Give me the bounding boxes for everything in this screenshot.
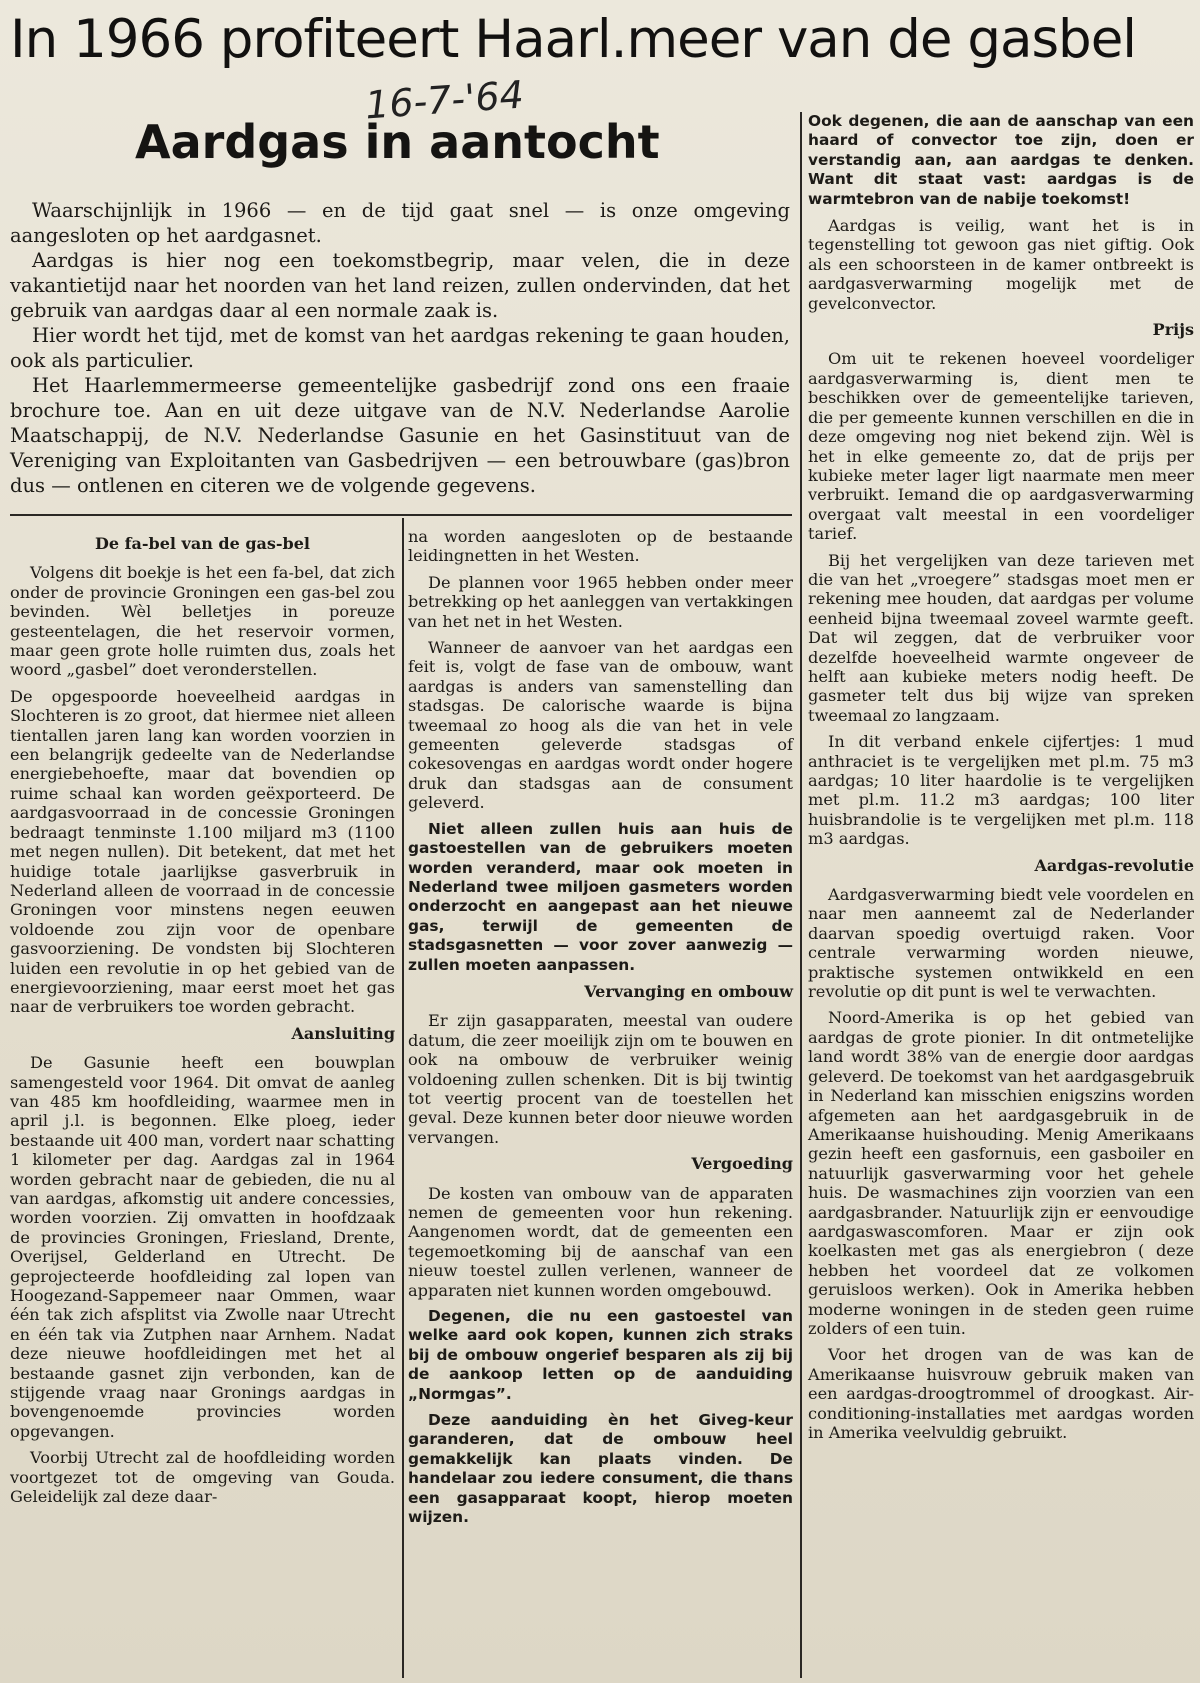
section-heading: Aardgas-revolutie — [1034, 855, 1194, 875]
column-2 — [408, 527, 793, 1535]
paragraph: Noord-Amerika is op het gebied van aardgas de grote pionier. In dit ontmetelijke land wordt 38% van de energie door aardgas geleverd. De toekomst van het aardgasgebruik in Nederland kan misschien enigszins worden afgemeten aan het aardgasgebruik in de Amerikaanse huishouding. Menig Amerikaans gezin heeft een gasfornuis, een gasboiler en natuurlijk gasverwarming voor het gehele huis. De wasmachines zijn voorzien van een aardgasbrander. Natuurlijk zijn er eenvoudige aardgaswascomforen. Maar er zijn ook koelkasten met gas als energiebron ( deze hebben het voordeel dat ze volkomen geruisloos werken). Ook in Amerika hebben moderne woningen in de steden geen ruime zolders of een tuin. — [808, 1008, 1194, 1338]
intro — [10, 198, 790, 498]
paragraph: Volgens dit boekje is het een fa-bel, dat zich onder de provincie Groningen een gas-bel zou bevinden. Wèl belletjes in poreuze gesteentelagen, die het reservoir vormen, maar geen grote holle ruimten dus, zoals het woord „gasbel” doet veronderstellen. — [10, 563, 395, 680]
paragraph-bold: Deze aanduiding èn het Giveg-keur garanderen, dat de ombouw heel gemakkelijk kan plaats vinden. De handelaar zou iedere consument, die thans een gasapparaat koopt, hierop moeten wijzen. — [408, 1411, 793, 1527]
subhead: Aardgas in aantocht — [135, 115, 660, 169]
paragraph: In dit verband enkele cijfertjes: 1 mud anthraciet is te vergelijken met pl.m. 75 m3 aardgas; 10 liter haardolie is te vergelijken met pl.m. 11.2 m3 aardgas; 100 liter huisbrandolie is te vergelijken met pl.m. 118 m3 aardgas. — [808, 732, 1194, 849]
paragraph: Voorbij Utrecht zal de hoofdleiding worden voortgezet tot de omgeving van Gouda. Geleidelijk zal deze daar- — [10, 1448, 395, 1507]
intro-paragraph: Waarschijnlijk in 1966 — en de tijd gaat snel — is onze omgeving aangesloten op het aardgasnet. — [10, 199, 790, 247]
column-divider — [402, 518, 404, 1678]
column-1 — [10, 530, 395, 1514]
paragraph-bold: Degenen, die nu een gastoestel van welke aard ook kopen, kunnen zich straks bij de ombouw ongerief besparen als zij bij de aankoop letten op de aanduiding „Normgas”. — [408, 1307, 793, 1403]
paragraph: De opgespoorde hoeveelheid aardgas in Slochteren is zo groot, dat hiermee niet alleen tientallen jaren lang kan worden voorzien in een belangrijk gedeelte van de Nederlandse energiebehoefte, maar dat bovendien op ruime schaal kan worden geëxporteerd. De aardgasvoorraad in de concessie Groningen bedraagt tenminste 1.100 miljard m3 (1100 met negen nullen). Dit betekent, dat met het huidige totale jaarlijkse gasverbruik in Nederland alleen de voorraad in de concessie Groningen voor minstens negen eeuwen voldoende zou zijn voor de openbare gasvoorziening. De vondsten bij Slochteren luiden een revolutie in op het gebied van de energievoorziening, maar eerst moet het gas naar de verbruikers toe worden gebracht. — [10, 686, 395, 1017]
paragraph: Aardgasverwarming biedt vele voordelen en naar men aanneemt zal de Nederlander daarvan spoedig overtuigd raken. Voor centrale verwarming worden nieuwe, praktische systemen ontwikkeld en een revolutie op dit punt is wel te verwachten. — [808, 885, 1194, 1002]
section-heading: De fa-bel van de gas-bel — [95, 534, 310, 553]
column-divider — [800, 112, 802, 1678]
handwritten-date: 16-7-'64 — [363, 72, 526, 128]
paragraph: De plannen voor 1965 hebben onder meer betrekking op het aanleggen van vertakkingen van het net in het Westen. — [408, 572, 793, 631]
intro-paragraph: Hier wordt het tijd, met de komst van het aardgas rekening te gaan houden, ook als particulier. — [10, 324, 790, 372]
intro-paragraph: Het Haarlemmermeerse gemeentelijke gasbedrijf zond ons een fraaie brochure toe. Aan en uit deze uitgave van de N.V. Nederlandse Aarolie Maatschappij, de N.V. Nederlandse Gasunie en het Gasinstituut van de Vereniging van Exploitanten van Gasbedrijven — een betrouwbare (gas)bron dus — ontlenen en citeren we de volgende gegevens. — [10, 374, 790, 497]
paragraph: De kosten van ombouw van de apparaten nemen de gemeenten voor hun rekening. Aangenomen wordt, dat de gemeenten een tegemoetkoming bij de aanschaf van een nieuw toestel zullen verlenen, wanneer de apparaten niet kunnen worden omgebouwd. — [408, 1183, 793, 1300]
section-heading: Aansluiting — [291, 1023, 395, 1043]
intro-divider — [10, 514, 792, 516]
paragraph: Wanneer de aanvoer van het aardgas een feit is, volgt de fase van de ombouw, want aardgas is anders van samenstelling dan stadsgas. De calorische waarde is bijna tweemaal zo hoog als die van het in vele gemeenten geleverde stadsgas of cokesovengas en aardgas wordt onder hogere druk dan stadsgas aan de consument geleverd. — [408, 638, 793, 813]
column-3 — [808, 112, 1194, 1449]
intro-paragraph: Aardgas is hier nog een toekomstbegrip, maar velen, die in deze vakantietijd naar het noorden van het land reizen, zullen ondervinden, dat het gebruik van aardgas daar al een normale zaak is. — [10, 249, 790, 322]
section-heading: Vergoeding — [691, 1154, 793, 1174]
paragraph: Voor het drogen van de was kan de Amerikaanse huisvrouw gebruik maken van een aardgas-droogtrommel of droogkast. Air-conditioning-installaties met aardgas worden in Amerika veelvuldig gebruikt. — [808, 1345, 1194, 1442]
paragraph: na worden aangesloten op de bestaande leidingnetten in het Westen. — [408, 527, 793, 566]
paragraph: Aardgas is veilig, want het is in tegenstelling tot gewoon gas niet giftig. Ook als een schoorsteen in de kamer ontbreekt is aardgasverwarming mogelijk met de gevelconvector. — [808, 216, 1194, 313]
paragraph: Bij het vergelijken van deze tarieven met die van het „vroegere” stadsgas moet men er rekening mee houden, dat aardgas per volume eenheid bijna tweemaal zoveel warmte geeft. Dat wil zeggen, dat de verbruiker voor dezelfde hoeveelheid warmte ongeveer de helft aan kubieke meters nodig heeft. De gasmeter telt dus bij wijze van spreken tweemaal zo langzaam. — [808, 550, 1194, 725]
section-heading: Prijs — [1152, 320, 1194, 340]
paragraph-bold: Niet alleen zullen huis aan huis de gastoestellen van de gebruikers moeten worden veranderd, maar ook moeten in Nederland twee miljoen gasmeters worden onderzocht en aangepast aan het nieuwe gas, terwijl de gemeenten de stadsgasnetten — voor zover aanwezig — zullen moeten aanpassen. — [408, 819, 793, 974]
paragraph-bold: Ook degenen, die aan de aanschap van een haard of convector toe zijn, doen er verstandig aan, aan aardgas te denken. Want dit staat vast: aardgas is de warmtebron van de nabije toekomst! — [808, 112, 1194, 208]
paragraph: De Gasunie heeft een bouwplan samengesteld voor 1964. Dit omvat de aanleg van 485 km hoofdleiding, waarmee men in april j.l. is begonnen. Elke ploeg, ieder bestaande uit 400 man, vordert naar schatting 1 kilometer per dag. Aardgas zal in 1964 worden gebracht naar de gebieden, die nu al van aardgas, afkomstig uit andere concessies, worden voorzien. Zij omvatten in hoofdzaak de provincies Groningen, Friesland, Drente, Overijsel, Gelderland en Utrecht. De geprojecteerde hoofdleiding zal lopen van Hoogezand-Sappemeer naar Ommen, waar één tak zich afsplitst via Zwolle naar Utrecht en één tak via Zutphen naar Arnhem. Nadat deze nieuwe hoofdleidingen met het al bestaande gasnet zijn verbonden, kan de stijgende vraag naar Gronings aardgas in bovengenoemde provincies worden opgevangen. — [10, 1053, 395, 1441]
paragraph: Er zijn gasapparaten, meestal van oudere datum, die zeer moeilijk zijn om te bouwen en ook na ombouw de verbruiker weinig voldoening zullen schenken. Dit is bij twintig tot veertig procent van de toestellen het geval. Deze kunnen beter door nieuwe worden vervangen. — [408, 1011, 793, 1147]
section-heading: Vervanging en ombouw — [584, 981, 793, 1001]
headline: In 1966 profiteert Haarl.meer van de gasbel — [10, 9, 1137, 70]
paragraph: Om uit te rekenen hoeveel voordeliger aardgasverwarming is, dient men te beschikken over de gemeentelijke tarieven, die per gemeente kunnen verschillen en die in deze omgeving nog niet bekend zijn. Wèl is het in elke gemeente zo, dat de prijs per kubieke meter lager ligt naarmate men meer verbruikt. Iemand die op aardgasverwarming overgaat valt meestal in een voordeliger tarief. — [808, 349, 1194, 544]
